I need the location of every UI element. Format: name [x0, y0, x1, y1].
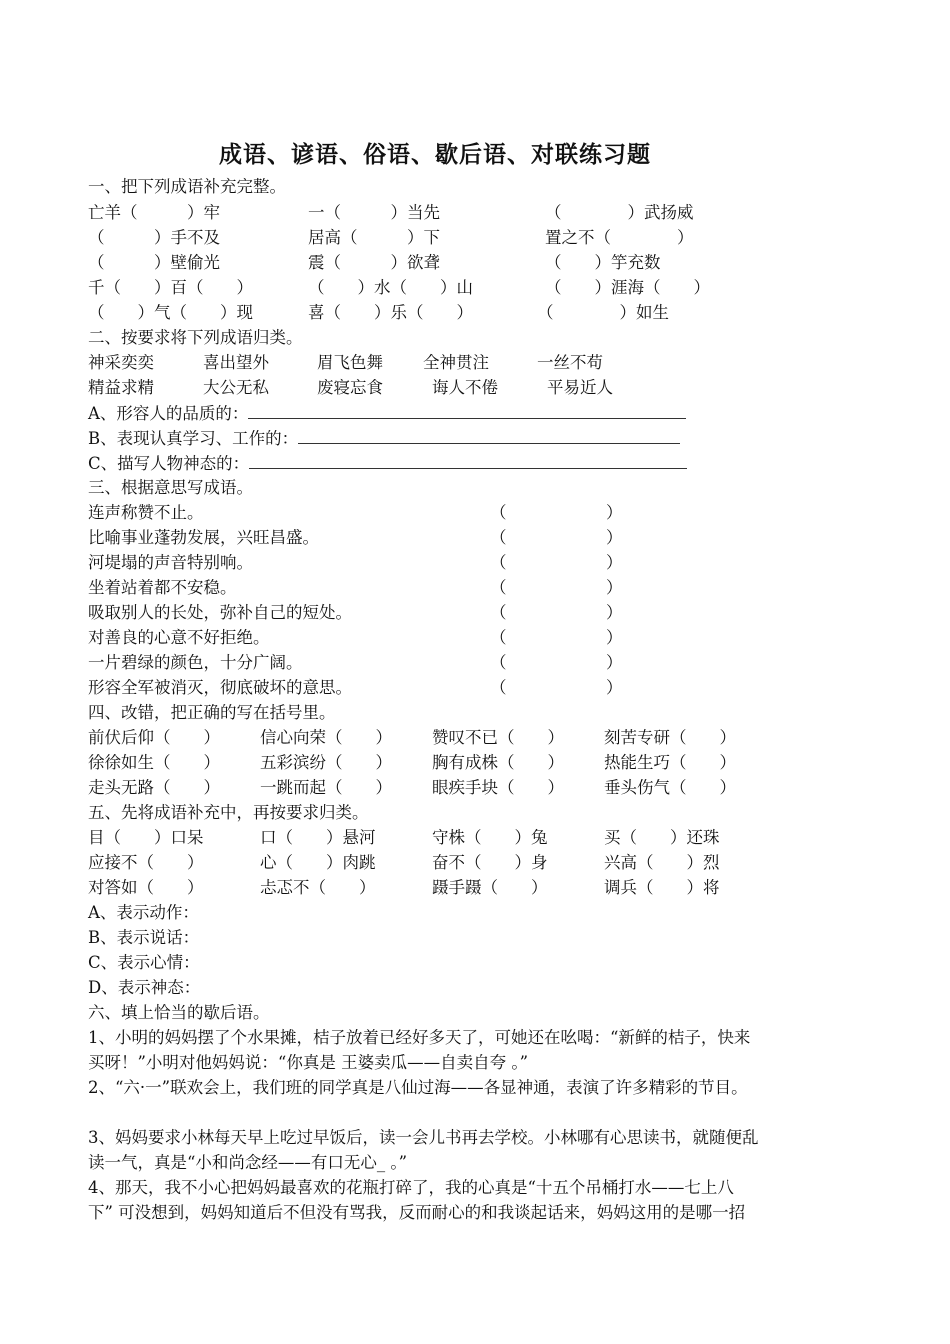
- s1-item: 震（ ）欲聋: [308, 253, 440, 272]
- s6-question-1-line-1: 1、小明的妈妈摆了个水果摊，桔子放着已经好多天了，可她还在吆喝：“新鲜的桔子，快来: [88, 1028, 751, 1047]
- bracket-open: （: [490, 653, 507, 672]
- section-6-heading: 六、填上恰当的歇后语。: [88, 1003, 270, 1022]
- s2-idiom: 喜出望外: [203, 353, 269, 372]
- s6-question-4-line-2: 下” 可没想到，妈妈知道后不但没有骂我，反而耐心的和我谈起话来，妈妈这用的是哪一招: [88, 1203, 746, 1222]
- s1-item: 千（ ）百（ ）: [88, 278, 253, 297]
- bracket-open: （: [490, 678, 507, 697]
- s5-item: 口（ ）悬河: [260, 828, 376, 847]
- s6-question-2: 2、“六·一”联欢会上，我们班的同学真是八仙过海——各显神通，表演了许多精彩的节目。: [88, 1078, 748, 1097]
- answer-line[interactable]: [248, 400, 686, 419]
- s4-item: 五彩滨纷（ ）: [260, 753, 392, 772]
- s1-item: 居高（ ）下: [308, 228, 440, 247]
- section-1-heading: 一、把下列成语补充完整。: [88, 177, 286, 196]
- s3-meaning: 吸取别人的长处，弥补自己的短处。: [88, 603, 352, 622]
- s4-item: 徐徐如生（ ）: [88, 753, 220, 772]
- s4-item: 信心向荣（ ）: [260, 728, 392, 747]
- s1-item: （ ）水（ ）山: [308, 278, 473, 297]
- s5-category-c: C、表示心情：: [88, 953, 200, 972]
- s5-item: 蹑手蹑（ ）: [432, 878, 548, 897]
- s2-idiom: 神采奕奕: [88, 353, 154, 372]
- s1-item: 喜（ ）乐（ ）: [308, 303, 473, 322]
- s2-category-c: [88, 450, 687, 476]
- bracket-open: （: [490, 528, 507, 547]
- s4-item: 热能生巧（ ）: [604, 753, 736, 772]
- bracket-close: ）: [606, 628, 623, 647]
- s4-item: 垂头伤气（ ）: [604, 778, 736, 797]
- bracket-open: （: [490, 628, 507, 647]
- answer-line[interactable]: [249, 450, 687, 469]
- s1-item: （ ）壁偷光: [88, 253, 220, 272]
- s2-idiom: 诲人不倦: [432, 378, 498, 397]
- s3-meaning: 形容全军被消灭，彻底破坏的意思。: [88, 678, 352, 697]
- bracket-close: ）: [606, 528, 623, 547]
- s3-meaning: 对善良的心意不好拒绝。: [88, 628, 270, 647]
- page-title: 成语、谚语、俗语、歇后语、对联练习题: [219, 141, 651, 168]
- s3-meaning: 比喻事业蓬勃发展，兴旺昌盛。: [88, 528, 319, 547]
- answer-line[interactable]: [298, 425, 680, 444]
- bracket-close: ）: [606, 653, 623, 672]
- s3-meaning: 一片碧绿的颜色，十分广阔。: [88, 653, 303, 672]
- s4-item: 赞叹不已（ ）: [432, 728, 564, 747]
- bracket-open: （: [490, 503, 507, 522]
- s2-idiom: 废寝忘食: [317, 378, 383, 397]
- s5-item: 守株（ ）兔: [432, 828, 548, 847]
- s2-idiom: 大公无私: [203, 378, 269, 397]
- bracket-close: ）: [606, 553, 623, 572]
- s6-question-1-line-2: 买呀！”小明对他妈妈说：“你真是 王婆卖瓜——自卖自夸 。”: [88, 1053, 529, 1072]
- section-4-heading: 四、改错，把正确的写在括号里。: [88, 703, 336, 722]
- bracket-close: ）: [606, 603, 623, 622]
- bracket-open: （: [490, 603, 507, 622]
- section-5-heading: 五、先将成语补充中，再按要求归类。: [88, 803, 369, 822]
- s1-item: 亡羊（ ）牢: [88, 203, 220, 222]
- s5-item: 兴高（ ）烈: [604, 853, 720, 872]
- s6-question-4-line-1: 4、那天，我不小心把妈妈最喜欢的花瓶打碎了，我的心真是“十五个吊桶打水——七上八: [88, 1178, 734, 1197]
- s2-idiom: 全神贯注: [423, 353, 489, 372]
- s1-item: （ ）手不及: [88, 228, 220, 247]
- s2-idiom: 眉飞色舞: [317, 353, 383, 372]
- s2-category-a: [88, 400, 686, 426]
- s4-item: 胸有成株（ ）: [432, 753, 564, 772]
- s1-item: 置之不（ ）: [545, 228, 694, 247]
- s5-item: 应接不（ ）: [88, 853, 204, 872]
- s1-item: 一（ ）当先: [308, 203, 440, 222]
- s4-item: 前伏后仰（ ）: [88, 728, 220, 747]
- s6-question-3-line-2: 读一气，真是“小和尚念经——有口无心_ 。”: [88, 1153, 408, 1172]
- bracket-open: （: [490, 578, 507, 597]
- bracket-open: （: [490, 553, 507, 572]
- bracket-close: ）: [606, 578, 623, 597]
- s5-category-d: D、表示神态：: [88, 978, 201, 997]
- s4-item: 眼疾手块（ ）: [432, 778, 564, 797]
- s5-item: 奋不（ ）身: [432, 853, 548, 872]
- s3-meaning: 连声称赞不止。: [88, 503, 204, 522]
- s2-category-a-label: A、形容人的品质的：: [88, 404, 249, 423]
- s1-item: （ ）如生: [537, 303, 669, 322]
- s1-item: （ ）武扬威: [545, 203, 694, 222]
- s4-item: 一跳而起（ ）: [260, 778, 392, 797]
- s4-item: 走头无路（ ）: [88, 778, 220, 797]
- s2-idiom: 平易近人: [547, 378, 613, 397]
- s5-category-a: A、表示动作：: [88, 903, 199, 922]
- s5-item: 忐忑不（ ）: [260, 878, 376, 897]
- s1-item: （ ）气（ ）现: [88, 303, 253, 322]
- s5-item: 心（ ）肉跳: [260, 853, 376, 872]
- s5-category-b: B、表示说话：: [88, 928, 200, 947]
- s2-category-b-label: B、表现认真学习、工作的：: [88, 429, 299, 448]
- s1-item: （ ）竽充数: [545, 253, 661, 272]
- s3-meaning: 河堤塌的声音特别响。: [88, 553, 253, 572]
- s5-item: 买（ ）还珠: [604, 828, 720, 847]
- s2-category-c-label: C、描写人物神态的：: [88, 454, 250, 473]
- s2-idiom: 一丝不苟: [537, 353, 603, 372]
- s1-item: （ ）涯海（ ）: [545, 278, 710, 297]
- s5-item: 对答如（ ）: [88, 878, 204, 897]
- s5-item: 调兵（ ）将: [604, 878, 720, 897]
- bracket-close: ）: [606, 678, 623, 697]
- section-2-heading: 二、按要求将下列成语归类。: [88, 328, 303, 347]
- s5-item: 目（ ）口呆: [88, 828, 204, 847]
- s4-item: 刻苦专研（ ）: [604, 728, 736, 747]
- s2-idiom: 精益求精: [88, 378, 154, 397]
- s3-meaning: 坐着站着都不安稳。: [88, 578, 237, 597]
- s2-category-b: [88, 425, 680, 451]
- bracket-close: ）: [606, 503, 623, 522]
- s6-question-3-line-1: 3、妈妈要求小林每天早上吃过早饭后，读一会儿书再去学校。小林哪有心思读书，就随便乱: [88, 1128, 759, 1147]
- section-3-heading: 三、根据意思写成语。: [88, 478, 253, 497]
